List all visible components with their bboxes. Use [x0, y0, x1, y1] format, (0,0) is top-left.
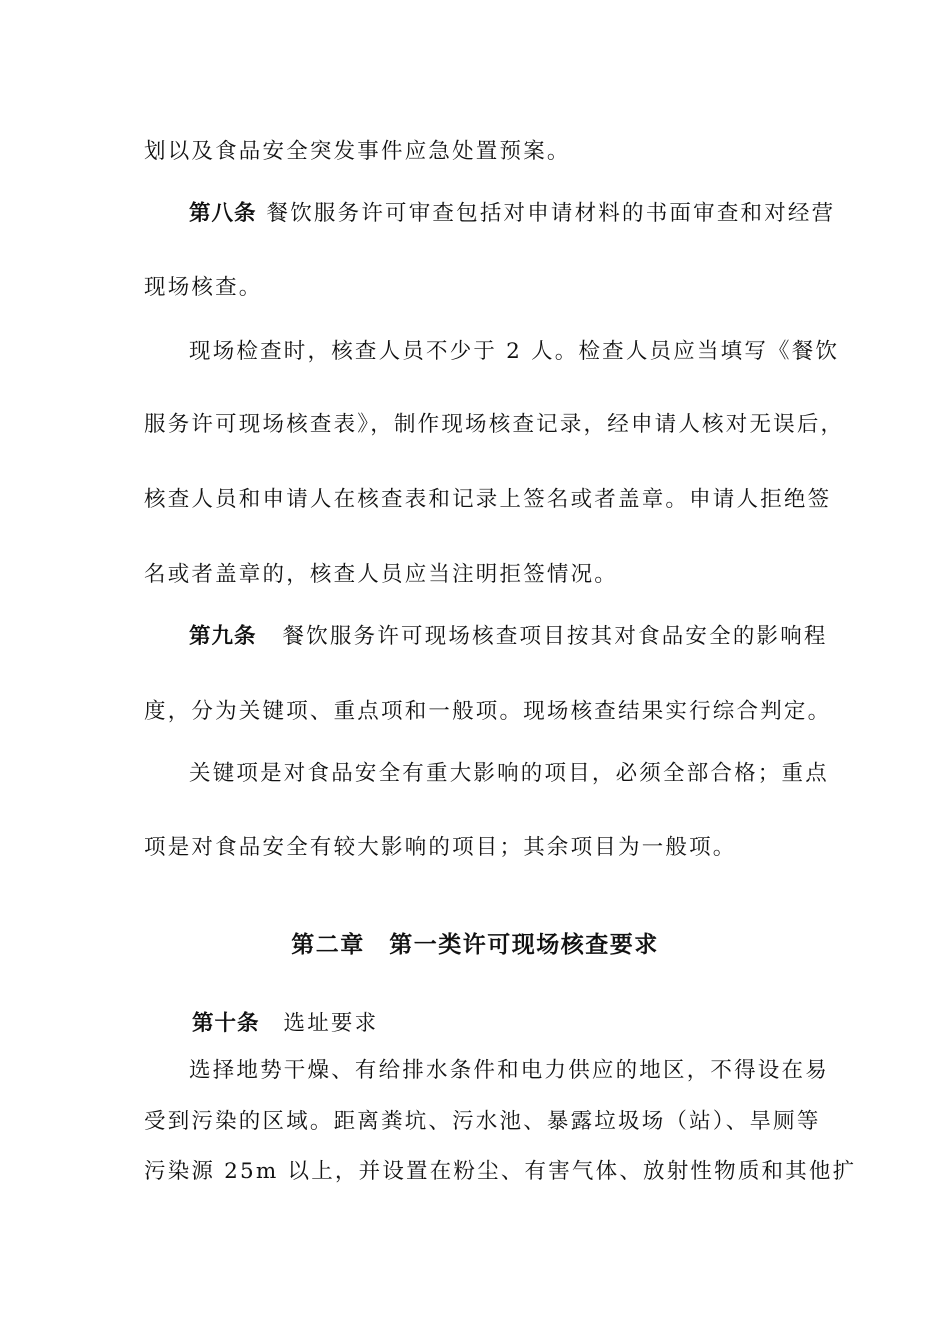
text-segment: 受到污染的区域。距离粪坑、污水池、暴露垃圾场（站）、旱厕等: [144, 1109, 821, 1134]
section-heading: 选址要求: [283, 1011, 379, 1036]
article-label: 第九条: [189, 624, 257, 649]
text-segment: 项是对食品安全有较大影响的项目；其余项目为一般项。: [144, 835, 737, 860]
paragraph-line: [189, 337, 839, 367]
article-label: 第八条: [189, 201, 257, 226]
text-segment: 核查人员和申请人在核查表和记录上签名或者盖章。申请人拒绝签: [144, 487, 832, 512]
article-10-heading: [192, 1009, 378, 1039]
paragraph-line: [189, 759, 829, 789]
text-segment: 现场检查时，核查人员不少于 2 人。检查人员应当填写《餐饮: [189, 339, 840, 364]
text-segment: 餐饮服务许可审查包括对申请材料的书面审查和对经营: [266, 201, 836, 226]
paragraph-line: [144, 833, 737, 863]
text-segment: 服务许可现场核查表》，制作现场核查记录，经申请人核对无误后，: [144, 412, 845, 437]
text-segment: 划以及食品安全突发事件应急处置预案。: [144, 139, 571, 164]
text-segment: 现场核查。: [144, 275, 263, 300]
paragraph-line: [144, 1157, 856, 1187]
paragraph-line: [144, 485, 831, 515]
article-9-line: [189, 622, 828, 652]
article-label: 第十条: [192, 1011, 260, 1036]
text-segment: 选择地势干燥、有给排水条件和电力供应的地区，不得设在易: [189, 1058, 829, 1083]
paragraph-line: [144, 273, 263, 303]
text-segment: 污染源 25m 以上，并设置在粉尘、有害气体、放射性物质和其他扩: [144, 1159, 857, 1184]
paragraph-line: [144, 560, 618, 590]
paragraph-line: [189, 1056, 829, 1086]
chapter-title: 第二章 第一类许可现场核查要求: [291, 932, 659, 958]
paragraph-line: [144, 137, 571, 167]
text-segment: 关键项是对食品安全有重大影响的项目，必须全部合格；重点: [189, 761, 829, 786]
paragraph-line: [144, 410, 844, 440]
text-segment: 名或者盖章的，核查人员应当注明拒签情况。: [144, 562, 619, 587]
text-segment: 度，分为关键项、重点项和一般项。现场核查结果实行综合判定。: [144, 699, 832, 724]
paragraph-line: [144, 1107, 821, 1137]
article-8-line: [189, 199, 835, 229]
text-segment: 餐饮服务许可现场核查项目按其对食品安全的影响程: [282, 624, 828, 649]
paragraph-line: [144, 697, 831, 727]
